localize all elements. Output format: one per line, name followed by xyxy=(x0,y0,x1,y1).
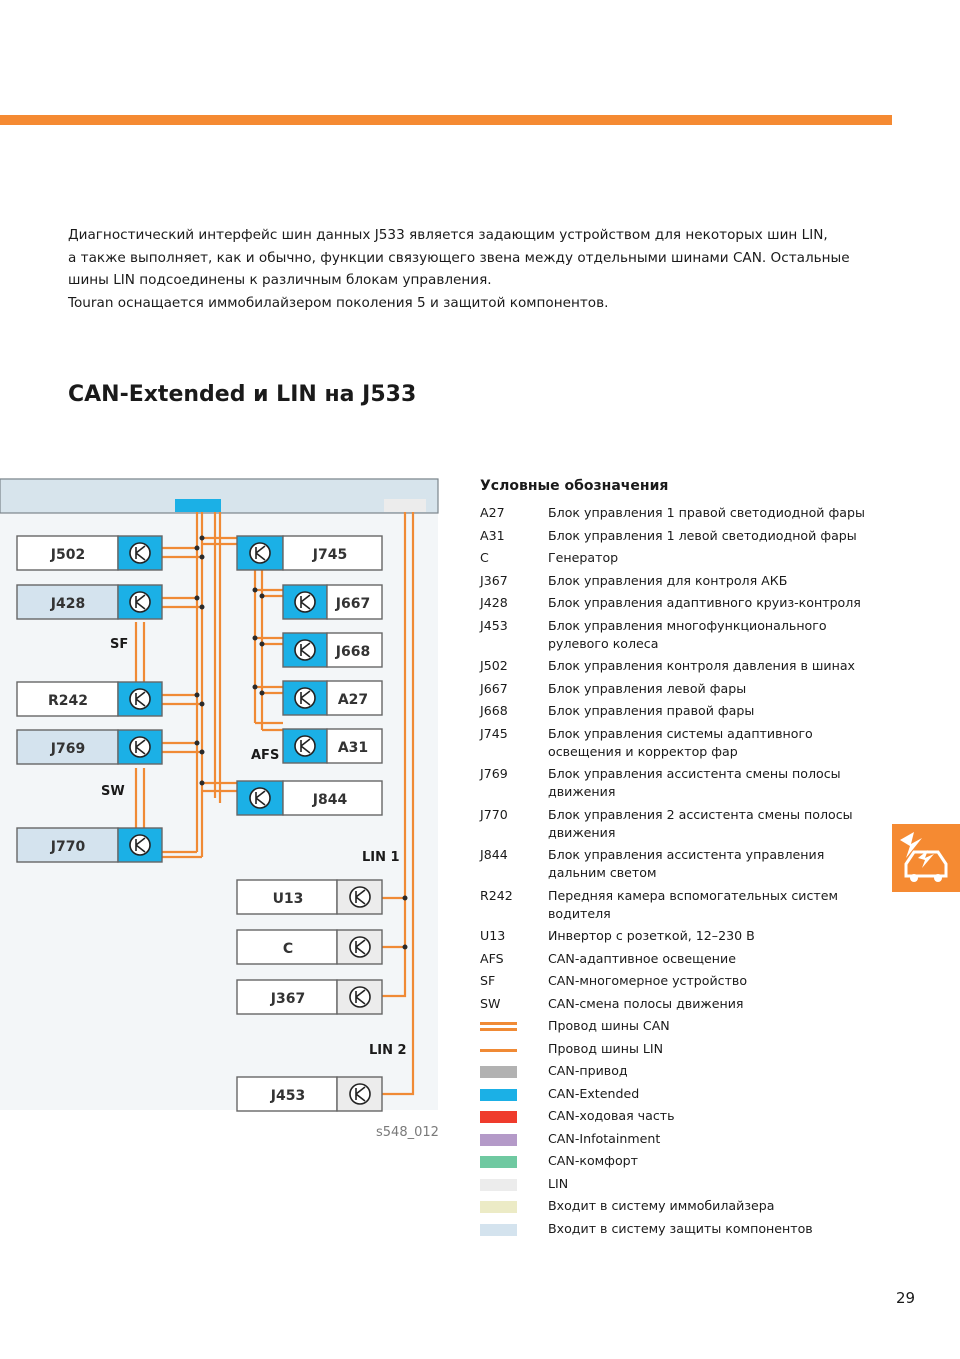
module-j367 xyxy=(237,980,382,1014)
can-drive-swatch xyxy=(480,1062,548,1080)
legend-item xyxy=(480,927,870,945)
module-label: A31 xyxy=(337,740,369,756)
figure-id: s548_012 xyxy=(376,1125,439,1140)
legend-code: J745 xyxy=(480,725,508,741)
intro-line: а также выполняет, как и обычно, функции связующего звена между отдельными шинами CAN. Остальные xyxy=(68,249,850,266)
legend-text: Блок управления контроля давления в шинах xyxy=(548,658,856,673)
module-label: J667 xyxy=(335,596,371,612)
legend-title: Условные обозначения xyxy=(480,478,669,494)
transistor-icon xyxy=(295,736,315,756)
module-label: U13 xyxy=(272,891,304,907)
page-number: 29 xyxy=(896,1289,916,1307)
module-label: J367 xyxy=(270,991,306,1007)
transistor-icon xyxy=(130,835,150,855)
module-label: C xyxy=(282,941,294,957)
junction-dot xyxy=(200,555,205,560)
legend-text: CAN-комфорт xyxy=(548,1153,638,1168)
module-a31 xyxy=(283,729,382,763)
transistor-icon xyxy=(250,788,270,808)
module-j428 xyxy=(17,585,162,619)
junction-dot xyxy=(195,693,200,698)
junction-dot xyxy=(195,546,200,551)
can-chassis-swatch xyxy=(480,1107,548,1125)
junction-dot xyxy=(200,702,205,707)
module-u13 xyxy=(237,880,382,914)
legend-code: J428 xyxy=(480,595,508,610)
can-extended-swatch xyxy=(480,1085,548,1103)
module-j770 xyxy=(17,828,162,862)
legend-item xyxy=(480,887,870,923)
legend-item xyxy=(480,617,870,653)
can-comfort-swatch xyxy=(480,1152,548,1170)
intro-line: Диагностический интерфейс шин данных J533 является задающим устройством для некоторых шин LIN, xyxy=(68,227,828,243)
transistor-icon xyxy=(130,737,150,757)
legend-swatch-item xyxy=(480,1130,870,1148)
legend-swatch-item xyxy=(480,1062,870,1080)
legend-text: Блок управления левой фары xyxy=(548,680,747,696)
module-r242 xyxy=(17,682,162,716)
legend-text: CAN-адаптивное освещение xyxy=(548,950,736,966)
can-wire-swatch xyxy=(480,1017,548,1035)
legend-code: J667 xyxy=(480,680,508,696)
legend-code: J844 xyxy=(480,847,508,862)
module-label: J428 xyxy=(50,596,86,612)
module-label: J668 xyxy=(335,644,371,660)
transistor-icon xyxy=(250,543,270,563)
module-j502 xyxy=(17,536,162,570)
top-accent-bar xyxy=(0,115,892,125)
module-label: J502 xyxy=(50,547,86,563)
junction-dot xyxy=(403,896,408,901)
module-j844 xyxy=(237,781,382,815)
legend-text: Блок управления ассистента смены полосы движения xyxy=(548,766,841,799)
legend-code: AFS xyxy=(480,950,504,966)
legend-text: CAN-Extended xyxy=(548,1085,640,1101)
module-label: A27 xyxy=(337,692,369,708)
legend-item xyxy=(480,950,870,968)
transistor-icon xyxy=(350,887,370,907)
bus-diagram xyxy=(0,478,445,1128)
transistor-icon xyxy=(350,987,370,1007)
legend-text: Блок управления 1 правой светодиодной фары xyxy=(548,505,865,520)
legend-code: A31 xyxy=(480,527,505,543)
junction-dot xyxy=(260,691,265,696)
legend-code: SW xyxy=(480,995,501,1011)
module-j769 xyxy=(17,730,162,764)
bus-label-sw: SW xyxy=(101,784,125,799)
legend-code: J502 xyxy=(480,658,508,673)
legend-text: CAN-привод xyxy=(548,1063,628,1078)
intro-line: Touran оснащается иммобилайзером поколения 5 и защитой компонентов. xyxy=(68,294,609,311)
module-label: J844 xyxy=(312,792,348,808)
electrics-section-tab xyxy=(892,824,960,892)
legend-swatch-item xyxy=(480,1107,870,1125)
legend-text: Блок управления многофункционального рулевого колеса xyxy=(548,617,827,651)
lin-port xyxy=(384,499,426,512)
module-label: J770 xyxy=(50,839,86,855)
legend-text: CAN-ходовая часть xyxy=(548,1108,675,1123)
immobilizer-swatch xyxy=(480,1197,548,1215)
legend-item xyxy=(480,680,870,698)
legend-text: Провод шины CAN xyxy=(548,1018,670,1033)
page-heading: CAN-Extended и LIN на J533 xyxy=(68,382,417,407)
legend-item xyxy=(480,806,870,842)
legend-text: Входит в систему защиты компонентов xyxy=(548,1220,813,1236)
junction-dot xyxy=(200,536,205,541)
legend-text: Блок управления ассистента управления дальним светом xyxy=(548,847,825,880)
module-j745 xyxy=(237,536,382,570)
bus-label-afs: AFS xyxy=(251,748,280,763)
junction-dot xyxy=(260,594,265,599)
legend-text: Блок управления системы адаптивного освещения и корректор фар xyxy=(548,725,813,759)
bus-label-sf: SF xyxy=(110,637,129,652)
module-j668 xyxy=(283,633,382,667)
transistor-icon xyxy=(130,592,150,612)
intro-paragraph xyxy=(68,224,868,314)
legend-code: R242 xyxy=(480,887,513,903)
module-label: J745 xyxy=(312,547,348,563)
junction-dot xyxy=(200,605,205,610)
legend-text: Передняя камера вспомогательных систем водителя xyxy=(548,887,838,921)
car-electrics-icon xyxy=(892,824,960,892)
transistor-icon xyxy=(295,592,315,612)
transistor-icon xyxy=(350,937,370,957)
legend-item xyxy=(480,972,870,990)
legend-text: CAN-многомерное устройство xyxy=(548,973,748,988)
legend-text: Входит в систему иммобилайзера xyxy=(548,1198,775,1213)
legend-swatch-item xyxy=(480,1152,870,1170)
legend-code: U13 xyxy=(480,928,506,943)
legend-text: Блок управления 2 ассистента смены полосы движения xyxy=(548,806,853,840)
junction-dot xyxy=(200,781,205,786)
legend-code: J367 xyxy=(480,572,508,588)
legend-item xyxy=(480,765,870,801)
transistor-icon xyxy=(130,689,150,709)
module-j453 xyxy=(237,1077,382,1111)
legend-item xyxy=(480,725,870,761)
legend-code: J769 xyxy=(480,766,508,781)
legend-item xyxy=(480,504,870,522)
can-extended-port xyxy=(175,499,221,512)
legend-item xyxy=(480,549,870,567)
transistor-icon xyxy=(295,640,315,660)
bus-label-lin1: LIN 1 xyxy=(362,850,400,865)
legend-text: Инвертор с розеткой, 12–230 В xyxy=(548,928,755,943)
legend-text: CAN-смена полосы движения xyxy=(548,995,744,1011)
lin-wire-swatch xyxy=(480,1040,548,1058)
junction-dot xyxy=(195,596,200,601)
legend xyxy=(480,504,870,1242)
legend-swatch-item xyxy=(480,1220,870,1238)
transistor-icon xyxy=(295,688,315,708)
legend-code: C xyxy=(480,550,489,565)
legend-item xyxy=(480,572,870,590)
legend-swatch-item xyxy=(480,1197,870,1215)
legend-text: Блок управления 1 левой светодиодной фары xyxy=(548,527,857,543)
legend-code: A27 xyxy=(480,505,505,520)
legend-item xyxy=(480,527,870,545)
intro-line: шины LIN подсоединены к различным блокам управления. xyxy=(68,272,492,289)
can-infotainment-swatch xyxy=(480,1130,548,1148)
legend-text: Провод шины LIN xyxy=(548,1040,664,1056)
legend-text: Блок управления для контроля АКБ xyxy=(548,572,788,588)
junction-dot xyxy=(195,741,200,746)
legend-code: J453 xyxy=(480,617,508,633)
module-label: R242 xyxy=(47,693,89,709)
bus-label-lin2: LIN 2 xyxy=(369,1043,407,1058)
module-a27 xyxy=(283,681,382,715)
transistor-icon xyxy=(130,543,150,563)
module-label: J453 xyxy=(270,1088,306,1104)
junction-dot xyxy=(253,685,258,690)
legend-text: CAN-Infotainment xyxy=(548,1130,661,1146)
junction-dot xyxy=(253,588,258,593)
transistor-icon xyxy=(350,1084,370,1104)
module-label: J769 xyxy=(50,741,86,757)
legend-code: SF xyxy=(480,973,496,988)
legend-item xyxy=(480,995,870,1013)
junction-dot xyxy=(253,636,258,641)
legend-code: J668 xyxy=(480,703,508,718)
junction-dot xyxy=(403,945,408,950)
lin-swatch xyxy=(480,1175,548,1193)
legend-code: J770 xyxy=(480,806,508,822)
legend-swatch-item xyxy=(480,1085,870,1103)
legend-item xyxy=(480,846,870,882)
junction-dot xyxy=(200,750,205,755)
legend-text: LIN xyxy=(548,1175,569,1191)
legend-item xyxy=(480,702,870,720)
legend-item xyxy=(480,657,870,675)
component-protection-swatch xyxy=(480,1220,548,1238)
legend-text: Блок управления адаптивного круиз-контроля xyxy=(548,595,861,610)
legend-swatch-item xyxy=(480,1040,870,1058)
module-j667 xyxy=(283,585,382,619)
module-c xyxy=(237,930,382,964)
legend-text: Блок управления правой фары xyxy=(548,703,755,718)
junction-dot xyxy=(260,642,265,647)
legend-swatch-item xyxy=(480,1175,870,1193)
legend-swatch-item xyxy=(480,1017,870,1035)
legend-text: Генератор xyxy=(548,550,619,565)
legend-item xyxy=(480,594,870,612)
